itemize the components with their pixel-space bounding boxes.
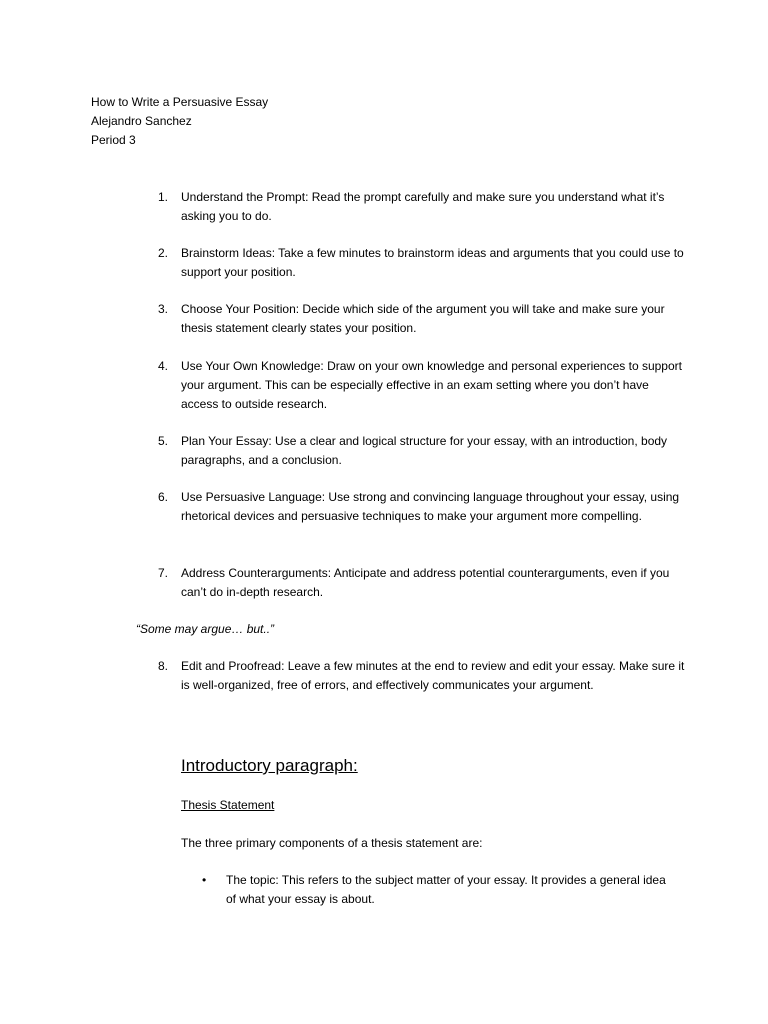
author-name: Alejandro Sanchez (91, 114, 192, 128)
list-number: 4. (158, 359, 169, 373)
list-item (158, 564, 688, 602)
list-number: 5. (158, 434, 169, 448)
class-period: Period 3 (91, 133, 136, 147)
list-text: Brainstorm Ideas: Take a few minutes to brainstorm ideas and arguments that you could use to support your position. (181, 246, 684, 279)
list-item (158, 432, 688, 470)
list-item (158, 488, 688, 526)
bullet-icon: • (202, 873, 207, 887)
list-number: 6. (158, 490, 169, 504)
list-number: 2. (158, 246, 169, 260)
list-number: 3. (158, 302, 169, 316)
document-header (91, 93, 591, 150)
list-item (158, 244, 688, 282)
document-title: How to Write a Persuasive Essay (91, 95, 269, 109)
list-item (158, 657, 688, 695)
components-intro-text: The three primary components of a thesis statement are: (181, 836, 483, 850)
counterargument-quote: “Some may argue… but..” (136, 622, 275, 636)
bullet-list-item (202, 871, 672, 909)
list-number: 1. (158, 190, 169, 204)
list-text: Choose Your Position: Decide which side of the argument you will take and make sure your thesis statement clearly states your position. (181, 302, 665, 335)
list-text: Edit and Proofread: Leave a few minutes at the end to review and edit your essay. Make sure it is well-organized, free of errors, and effectively communicates your argument. (181, 659, 685, 692)
list-item (158, 188, 688, 226)
list-number: 7. (158, 566, 169, 580)
list-item (158, 357, 688, 414)
list-text: Use Persuasive Language: Use strong and convincing language throughout your essay, using rhetorical devices and persuasive techniques to make your argument more compelling. (181, 490, 680, 523)
section-heading-introductory-paragraph: Introductory paragraph: (181, 756, 358, 775)
bullet-text: The topic: This refers to the subject matter of your essay. It provides a general idea of what your essay is about. (226, 873, 666, 906)
list-number: 8. (158, 659, 169, 673)
list-text: Understand the Prompt: Read the prompt carefully and make sure you understand what it’s asking you to do. (181, 190, 665, 223)
subheading-thesis-statement: Thesis Statement (181, 798, 275, 812)
list-text: Use Your Own Knowledge: Draw on your own knowledge and personal experiences to support your argument. This can be especially effective in an exam setting where you don’t have access to outside research. (181, 359, 682, 411)
list-text: Plan Your Essay: Use a clear and logical structure for your essay, with an introduction, body paragraphs, and a conclusion. (181, 434, 668, 467)
list-item (158, 300, 688, 338)
list-text: Address Counterarguments: Anticipate and address potential counterarguments, even if you can’t do in-depth research. (181, 566, 670, 599)
